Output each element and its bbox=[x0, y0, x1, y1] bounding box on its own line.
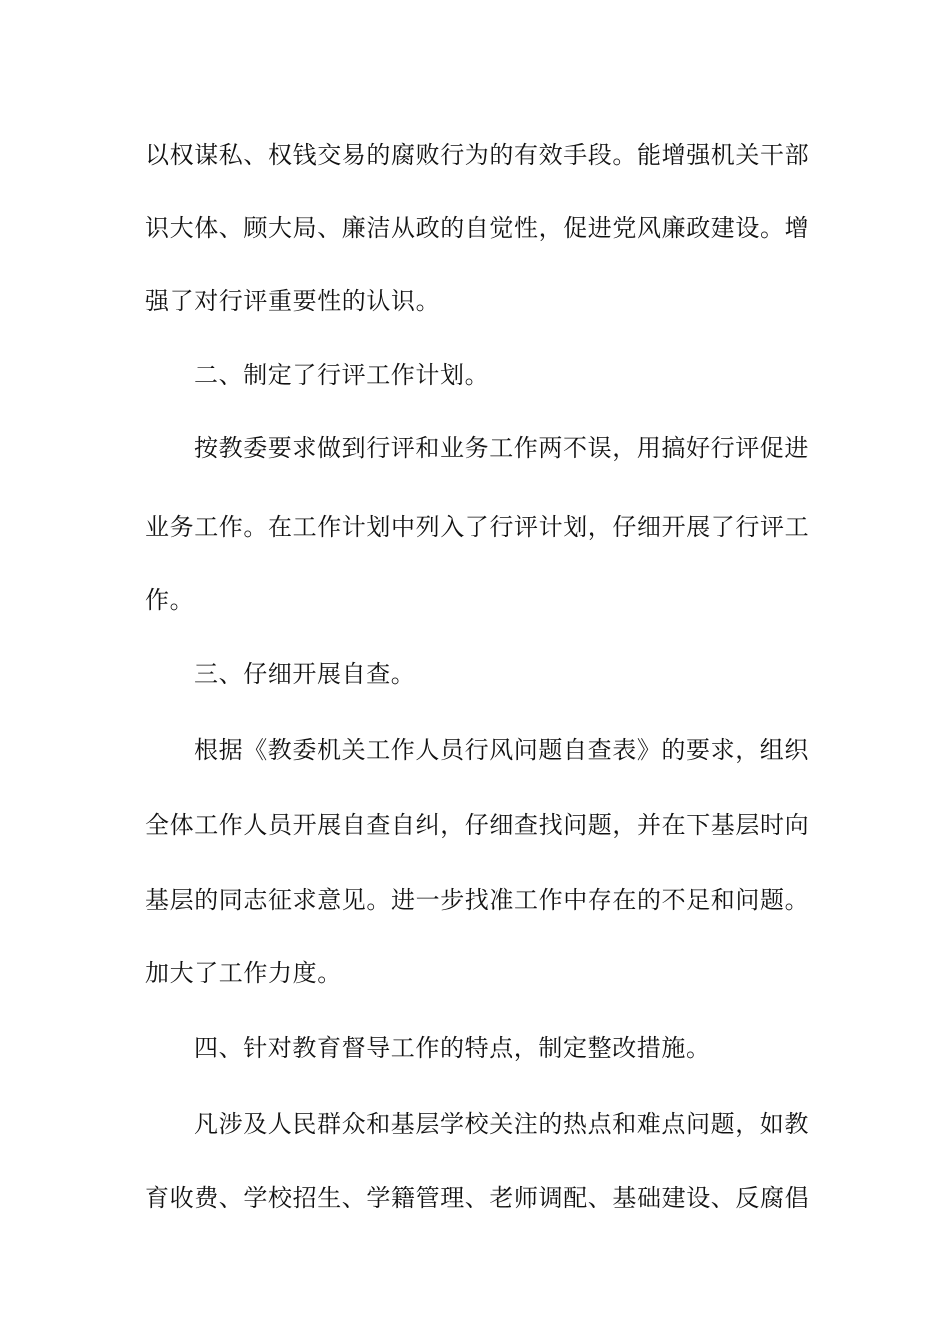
paragraph-line: 凡涉及人民群众和基层学校关注的热点和难点问题，如教 bbox=[194, 1110, 809, 1138]
section-heading-3: 三、仔细开展自查。 bbox=[194, 660, 416, 688]
paragraph-line: 按教委要求做到行评和业务工作两不误，用搞好行评促进 bbox=[194, 434, 809, 462]
paragraph-line: 识大体、顾大局、廉洁从政的自觉性，促进党风廉政建设。增 bbox=[145, 214, 810, 242]
paragraph-line: 根据《教委机关工作人员行风问题自查表》的要求，组织 bbox=[194, 736, 809, 764]
paragraph-line: 育收费、学校招生、学籍管理、老师调配、基础建设、反腐倡 bbox=[145, 1184, 810, 1212]
paragraph-line: 作。 bbox=[145, 586, 195, 614]
paragraph-line: 业务工作。在工作计划中列入了行评计划，仔细开展了行评工 bbox=[145, 513, 810, 541]
section-heading-4: 四、针对教育督导工作的特点，制定整改措施。 bbox=[194, 1034, 711, 1062]
section-heading-2: 二、制定了行评工作计划。 bbox=[194, 361, 490, 389]
paragraph-line: 基层的同志征求意见。进一步找准工作中存在的不足和问题。 bbox=[145, 886, 810, 914]
paragraph-line: 加大了工作力度。 bbox=[145, 959, 342, 987]
paragraph-line: 强了对行评重要性的认识。 bbox=[145, 287, 441, 315]
paragraph-line: 全体工作人员开展自查自纠，仔细查找问题，并在下基层时向 bbox=[145, 811, 810, 839]
paragraph-line: 以权谋私、权钱交易的腐败行为的有效手段。能增强机关干部 bbox=[145, 141, 810, 169]
